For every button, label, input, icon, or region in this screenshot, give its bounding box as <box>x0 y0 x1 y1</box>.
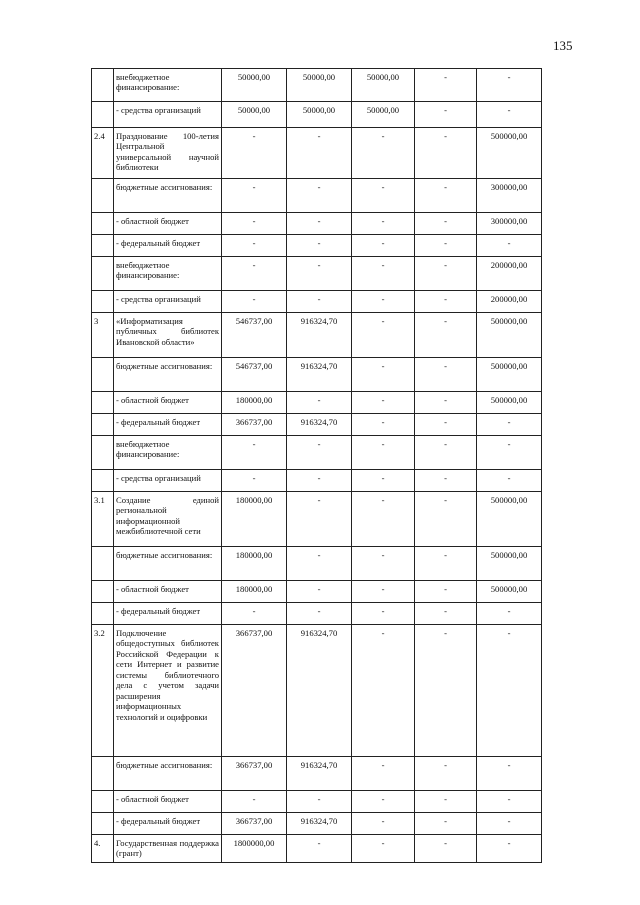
value-cell: 916324,70 <box>287 757 352 791</box>
value-cell: - <box>415 213 477 235</box>
value-cell: - <box>477 69 542 102</box>
value-cell: - <box>352 128 415 179</box>
value-cell: - <box>477 835 542 863</box>
value-cell: 366737,00 <box>222 414 287 436</box>
table-row <box>92 835 542 863</box>
value-cell: - <box>477 757 542 791</box>
value-cell: - <box>287 492 352 547</box>
value-cell: - <box>352 581 415 603</box>
row-number-cell <box>92 235 114 257</box>
value-cell: 500000,00 <box>477 128 542 179</box>
value-cell: 180000,00 <box>222 492 287 547</box>
value-cell: - <box>415 291 477 313</box>
value-cell: 500000,00 <box>477 358 542 392</box>
table-row <box>92 492 542 547</box>
value-cell: - <box>415 257 477 291</box>
value-cell: 916324,70 <box>287 625 352 757</box>
row-name-cell: бюджетные ассигнования: <box>114 179 222 213</box>
value-cell: - <box>415 392 477 414</box>
value-cell: - <box>222 235 287 257</box>
value-cell: - <box>415 581 477 603</box>
value-cell: 50000,00 <box>287 102 352 128</box>
value-cell: - <box>415 436 477 470</box>
row-number-cell <box>92 581 114 603</box>
row-number-cell <box>92 757 114 791</box>
value-cell: - <box>352 813 415 835</box>
row-number-cell <box>92 102 114 128</box>
value-cell: - <box>352 470 415 492</box>
value-cell: 366737,00 <box>222 813 287 835</box>
table-row <box>92 791 542 813</box>
value-cell: - <box>222 436 287 470</box>
row-number-cell <box>92 436 114 470</box>
value-cell: - <box>352 436 415 470</box>
value-cell: - <box>352 291 415 313</box>
value-cell: - <box>222 291 287 313</box>
value-cell: - <box>352 392 415 414</box>
value-cell: 916324,70 <box>287 813 352 835</box>
value-cell: - <box>352 358 415 392</box>
value-cell: - <box>477 625 542 757</box>
row-number-cell <box>92 179 114 213</box>
row-name-cell: внебюджетное финансирование: <box>114 69 222 102</box>
row-name-cell: - областной бюджет <box>114 791 222 813</box>
value-cell: 50000,00 <box>287 69 352 102</box>
value-cell: 50000,00 <box>352 102 415 128</box>
row-number-cell <box>92 291 114 313</box>
row-number-cell: 2.4 <box>92 128 114 179</box>
value-cell: - <box>287 128 352 179</box>
value-cell: 916324,70 <box>287 313 352 358</box>
value-cell: - <box>352 547 415 581</box>
value-cell: - <box>477 791 542 813</box>
row-name-cell: бюджетные ассигнования: <box>114 358 222 392</box>
row-name-cell: - федеральный бюджет <box>114 813 222 835</box>
table-row <box>92 414 542 436</box>
table-row <box>92 235 542 257</box>
value-cell: - <box>287 835 352 863</box>
value-cell: - <box>415 128 477 179</box>
value-cell: - <box>352 257 415 291</box>
table-row <box>92 470 542 492</box>
row-number-cell <box>92 547 114 581</box>
row-name-cell: Празднование 100-летия Центральной универсальной научной библиотеки <box>114 128 222 179</box>
value-cell: - <box>287 235 352 257</box>
value-cell: 366737,00 <box>222 757 287 791</box>
value-cell: 300000,00 <box>477 213 542 235</box>
row-name-cell: - областной бюджет <box>114 213 222 235</box>
table-row <box>92 547 542 581</box>
value-cell: - <box>287 392 352 414</box>
value-cell: - <box>222 213 287 235</box>
value-cell: 500000,00 <box>477 313 542 358</box>
row-name-cell: - областной бюджет <box>114 581 222 603</box>
value-cell: - <box>287 581 352 603</box>
row-number-cell <box>92 813 114 835</box>
value-cell: - <box>415 69 477 102</box>
value-cell: 50000,00 <box>222 102 287 128</box>
value-cell: - <box>352 603 415 625</box>
table-row <box>92 358 542 392</box>
row-name-cell: «Информатизация публичных библиотек Ивановской области» <box>114 313 222 358</box>
row-name-cell: внебюджетное финансирование: <box>114 257 222 291</box>
value-cell: - <box>287 603 352 625</box>
row-number-cell <box>92 603 114 625</box>
row-number-cell: 3.2 <box>92 625 114 757</box>
table-row <box>92 102 542 128</box>
value-cell: - <box>352 213 415 235</box>
value-cell: - <box>352 235 415 257</box>
value-cell: - <box>415 358 477 392</box>
value-cell: - <box>477 414 542 436</box>
value-cell: 200000,00 <box>477 291 542 313</box>
value-cell: 500000,00 <box>477 492 542 547</box>
value-cell: 180000,00 <box>222 392 287 414</box>
value-cell: 916324,70 <box>287 358 352 392</box>
value-cell: 366737,00 <box>222 625 287 757</box>
row-number-cell <box>92 213 114 235</box>
row-name-cell: бюджетные ассигнования: <box>114 757 222 791</box>
value-cell: - <box>352 179 415 213</box>
value-cell: - <box>477 603 542 625</box>
table-row <box>92 603 542 625</box>
value-cell: - <box>415 791 477 813</box>
row-number-cell <box>92 791 114 813</box>
value-cell: - <box>352 625 415 757</box>
row-number-cell <box>92 414 114 436</box>
value-cell: - <box>415 313 477 358</box>
value-cell: 916324,70 <box>287 414 352 436</box>
value-cell: - <box>477 813 542 835</box>
value-cell: - <box>415 492 477 547</box>
value-cell: 1800000,00 <box>222 835 287 863</box>
table-row <box>92 625 542 757</box>
table-row <box>92 313 542 358</box>
value-cell: - <box>222 128 287 179</box>
table-row <box>92 581 542 603</box>
value-cell: - <box>477 436 542 470</box>
row-name-cell: Создание единой региональной информационной межбиблиотечной сети <box>114 492 222 547</box>
value-cell: 300000,00 <box>477 179 542 213</box>
table-row <box>92 179 542 213</box>
value-cell: - <box>287 213 352 235</box>
value-cell: - <box>352 791 415 813</box>
value-cell: - <box>415 547 477 581</box>
row-name-cell: - средства организаций <box>114 291 222 313</box>
value-cell: - <box>415 102 477 128</box>
value-cell: 200000,00 <box>477 257 542 291</box>
value-cell: - <box>352 313 415 358</box>
row-name-cell: - средства организаций <box>114 102 222 128</box>
row-number-cell: 3.1 <box>92 492 114 547</box>
row-number-cell: 3 <box>92 313 114 358</box>
value-cell: - <box>415 625 477 757</box>
value-cell: - <box>415 179 477 213</box>
row-name-cell: - федеральный бюджет <box>114 235 222 257</box>
value-cell: - <box>352 757 415 791</box>
value-cell: 546737,00 <box>222 313 287 358</box>
row-name-cell: - федеральный бюджет <box>114 414 222 436</box>
table-row <box>92 436 542 470</box>
value-cell: - <box>415 414 477 436</box>
row-name-cell: - федеральный бюджет <box>114 603 222 625</box>
value-cell: - <box>287 470 352 492</box>
value-cell: - <box>287 257 352 291</box>
row-number-cell <box>92 358 114 392</box>
table-row <box>92 257 542 291</box>
value-cell: - <box>415 235 477 257</box>
row-name-cell: - средства организаций <box>114 470 222 492</box>
row-number-cell: 4. <box>92 835 114 863</box>
value-cell: - <box>477 102 542 128</box>
value-cell: - <box>222 179 287 213</box>
value-cell: - <box>352 835 415 863</box>
value-cell: - <box>352 492 415 547</box>
value-cell: - <box>222 791 287 813</box>
value-cell: - <box>287 436 352 470</box>
value-cell: - <box>415 835 477 863</box>
budget-table <box>91 68 542 863</box>
value-cell: - <box>415 470 477 492</box>
row-number-cell <box>92 257 114 291</box>
table-row <box>92 69 542 102</box>
value-cell: - <box>222 603 287 625</box>
value-cell: - <box>222 470 287 492</box>
value-cell: - <box>415 813 477 835</box>
value-cell: - <box>287 179 352 213</box>
value-cell: - <box>415 603 477 625</box>
row-name-cell: бюджетные ассигнования: <box>114 547 222 581</box>
row-number-cell <box>92 392 114 414</box>
row-name-cell: Государственная поддержка (грант) <box>114 835 222 863</box>
table-row <box>92 392 542 414</box>
value-cell: 50000,00 <box>222 69 287 102</box>
value-cell: 546737,00 <box>222 358 287 392</box>
row-name-cell: внебюджетное финансирование: <box>114 436 222 470</box>
page-number: 135 <box>553 38 573 53</box>
row-name-cell: Подключение общедоступных библиотек Российской Федерации к сети Интернет и развитие системы библиотечного дела с учетом задачи расширения информационных технологий и оцифровки <box>114 625 222 757</box>
value-cell: - <box>287 791 352 813</box>
row-name-cell: - областной бюджет <box>114 392 222 414</box>
value-cell: 180000,00 <box>222 581 287 603</box>
value-cell: - <box>222 257 287 291</box>
table-row <box>92 291 542 313</box>
table-row <box>92 757 542 791</box>
value-cell: 500000,00 <box>477 547 542 581</box>
value-cell: - <box>415 757 477 791</box>
table-row <box>92 128 542 179</box>
row-number-cell <box>92 470 114 492</box>
value-cell: - <box>287 547 352 581</box>
value-cell: 50000,00 <box>352 69 415 102</box>
table-row <box>92 813 542 835</box>
value-cell: 500000,00 <box>477 581 542 603</box>
table-row <box>92 213 542 235</box>
value-cell: - <box>477 235 542 257</box>
value-cell: - <box>352 414 415 436</box>
value-cell: 500000,00 <box>477 392 542 414</box>
value-cell: - <box>477 470 542 492</box>
row-number-cell <box>92 69 114 102</box>
value-cell: - <box>287 291 352 313</box>
value-cell: 180000,00 <box>222 547 287 581</box>
